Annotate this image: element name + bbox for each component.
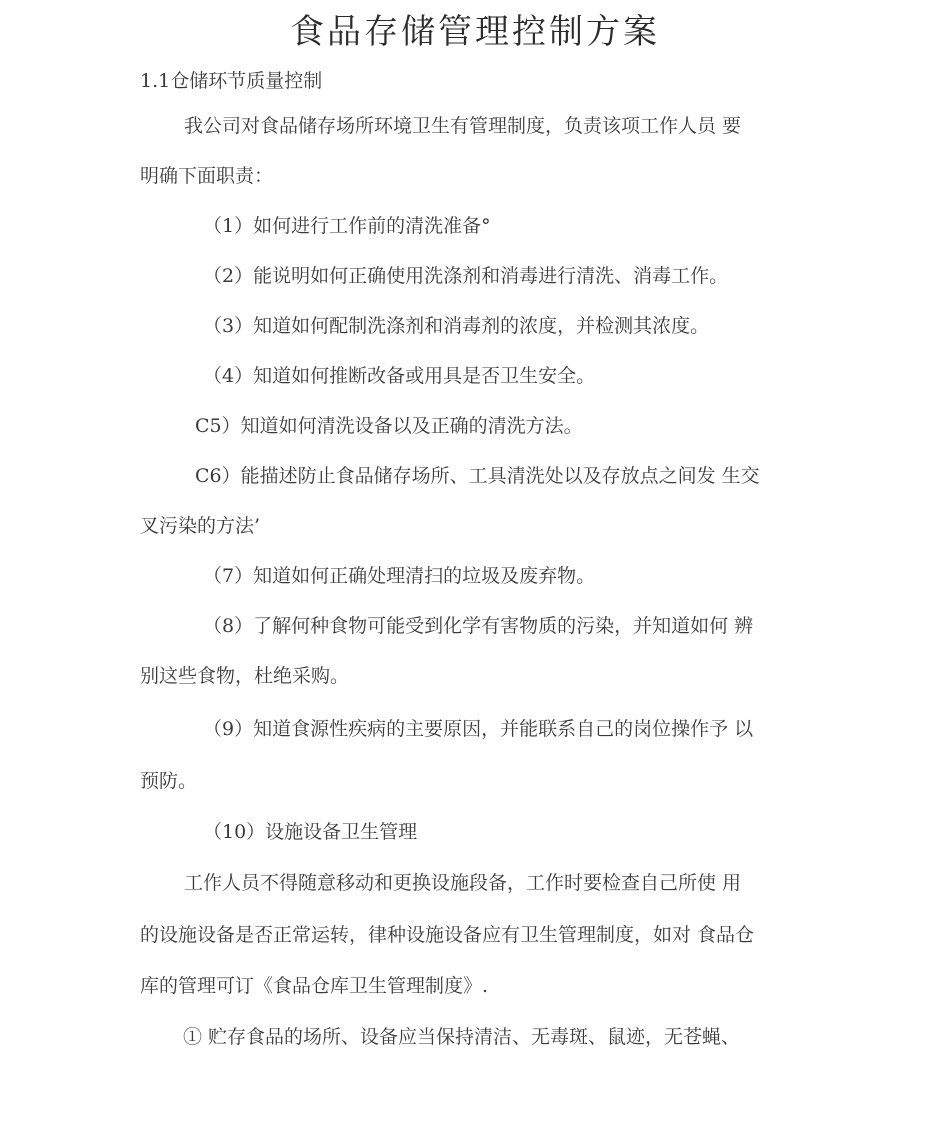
list-item: （3）知道如何配制洗涤剂和消毒剂的浓度，并检测其浓度。 (203, 315, 710, 337)
circled-list-item: ① 贮存食品的场所、设备应当保持清洁、无毒斑、鼠迹，无苍蝇、 (183, 1026, 741, 1048)
list-item: （10）设施设备卫生管理 (203, 821, 418, 843)
list-item: （4）知道如何推断改备或用具是否卫生安全。 (203, 365, 596, 387)
list-item: C6）能描述防止食品储存场所、工具清洗处以及存放点之间发 生交 (195, 465, 760, 487)
list-item: （7）知道如何正确处理清扫的垃圾及废弃物。 (203, 565, 596, 587)
paragraph-line: 的设施设备是否正常运转，律种设施设备应有卫生管理制度，如对 食品仓 (140, 924, 755, 946)
list-item: （8）了解何种食物可能受到化学有害物质的污染，并知道如何 辨 (203, 615, 754, 637)
list-item-continuation: 别这些食物，杜绝采购。 (140, 665, 350, 687)
paragraph-line: 库的管理可订《食品仓库卫生管理制度》. (140, 975, 489, 997)
paragraph-line: 我公司对食品储存场所环境卫生有管理制度，负责该项工作人员 要 (184, 115, 742, 137)
list-item: （2）能说明如何正确使用洗涤剂和消毒进行清洗、消毒工作。 (203, 265, 729, 287)
document-title: 食品存储管理控制方案 (290, 12, 660, 52)
paragraph-line: 工作人员不得随意移动和更换设施段备，工作时要检查自己所使 用 (184, 872, 742, 894)
section-heading: 1.1仓储环节质量控制 (140, 70, 323, 92)
list-item-continuation: 预防。 (140, 770, 198, 792)
list-item: （9）知道食源性疾病的主要原因，并能联系自己的岗位操作予 以 (203, 718, 754, 740)
list-item-continuation: 叉污染的方法’ (140, 515, 261, 537)
paragraph-line: 明确下面职责： (140, 165, 274, 187)
list-item: （1）如何进行工作前的清洗准备° (203, 215, 491, 237)
list-item: C5）知道如何清洗设备以及正确的清洗方法。 (195, 415, 583, 437)
